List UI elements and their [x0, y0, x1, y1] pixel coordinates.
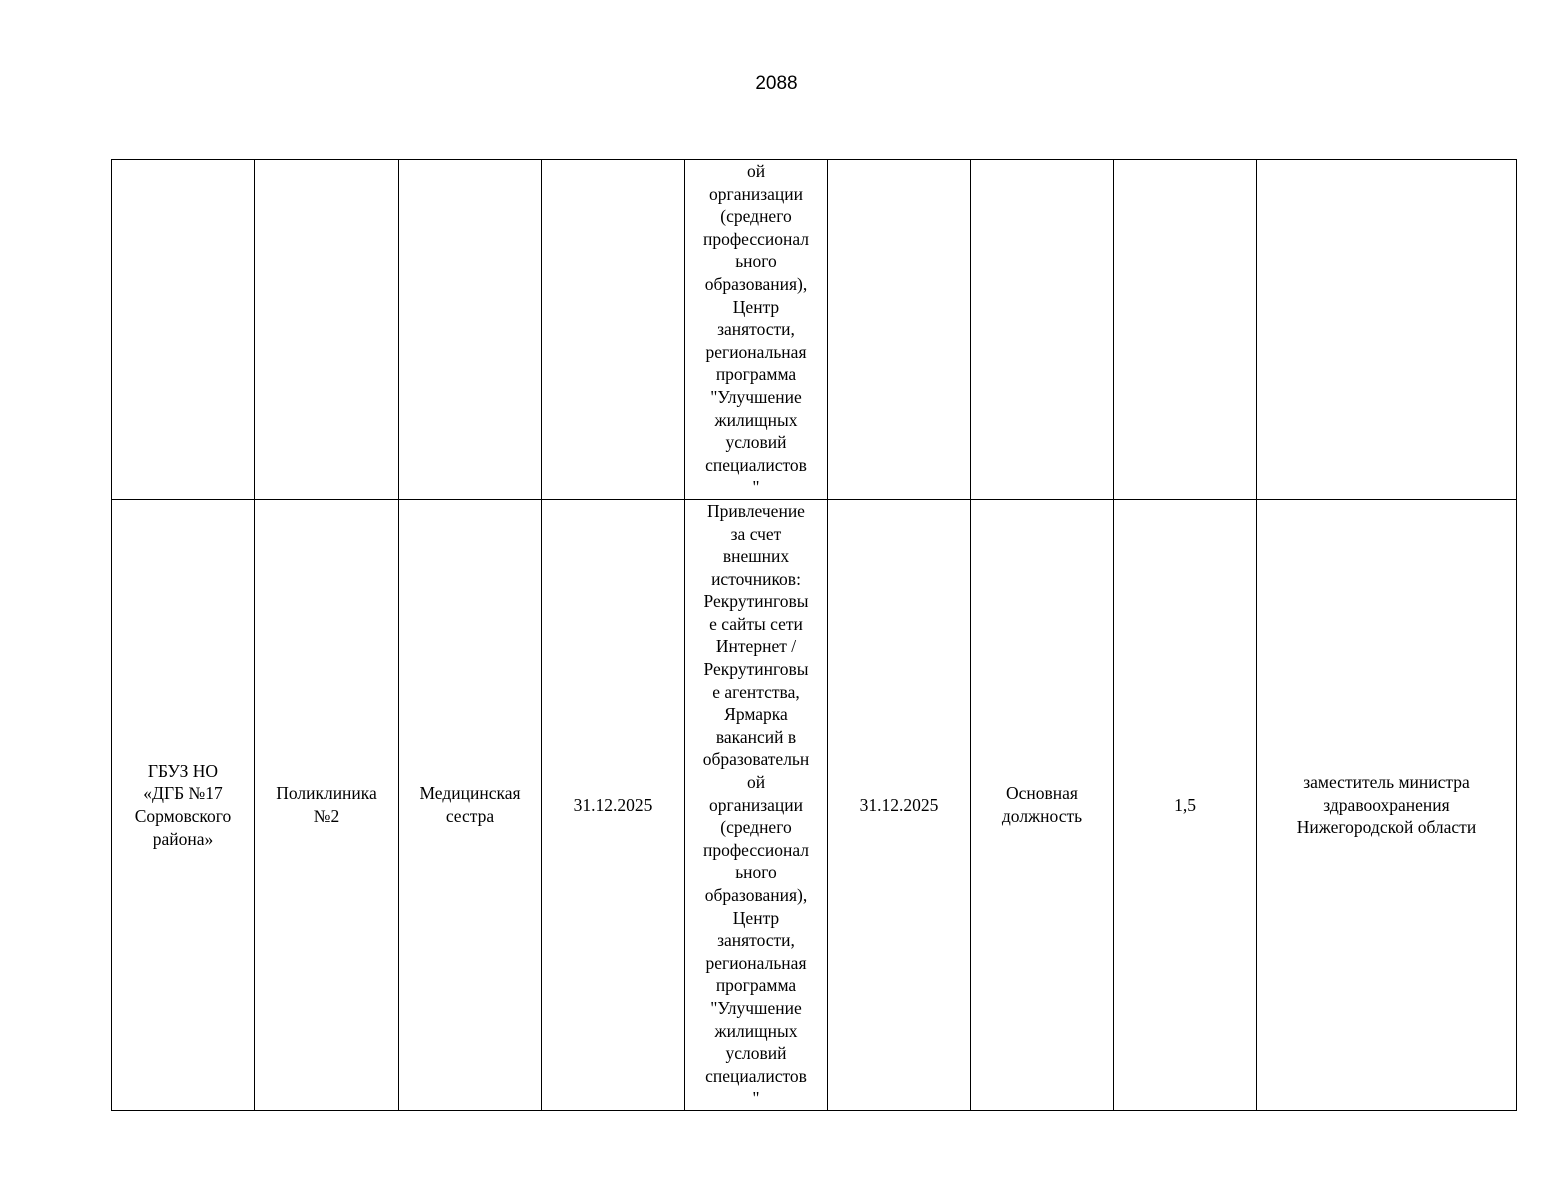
recruitment-method-cell: Привлечение за счет внешних источников: Рекрутинговы е сайты сети Интернет / Рекрутинговы е агентства, Ярмарка вакансий в образовательн ой организации (среднего профессионал ьного образования), Центр занятости, региональная программа "Улучшение жилищных условий специалистов "	[685, 499, 828, 1110]
date-cell: 31.12.2025	[542, 499, 685, 1110]
page-number: 2088	[755, 73, 798, 94]
organization-cell: ГБУЗ НО «ДГБ №17 Сормовского района»	[112, 499, 255, 1110]
rate-cell: 1,5	[1114, 499, 1257, 1110]
recruitment-method-cell: ой организации (среднего профессионал ьного образования), Центр занятости, региональная программа "Улучшение жилищных условий специалистов "	[685, 160, 828, 500]
rate-cell	[1114, 160, 1257, 500]
deadline-cell	[828, 160, 971, 500]
position-cell	[399, 160, 542, 500]
organization-cell	[112, 160, 255, 500]
date-cell	[542, 160, 685, 500]
deadline-cell: 31.12.2025	[828, 499, 971, 1110]
position-cell: Медицинская сестра	[399, 499, 542, 1110]
department-cell	[255, 160, 399, 500]
staffing-table	[111, 159, 1517, 1111]
department-cell: Поликлиника №2	[255, 499, 399, 1110]
table-row	[112, 160, 1517, 500]
position-type-cell: Основная должность	[971, 499, 1114, 1110]
responsible-cell: заместитель министра здравоохранения Нижегородской области	[1257, 499, 1517, 1110]
table-row	[112, 499, 1517, 1110]
position-type-cell	[971, 160, 1114, 500]
responsible-cell	[1257, 160, 1517, 500]
